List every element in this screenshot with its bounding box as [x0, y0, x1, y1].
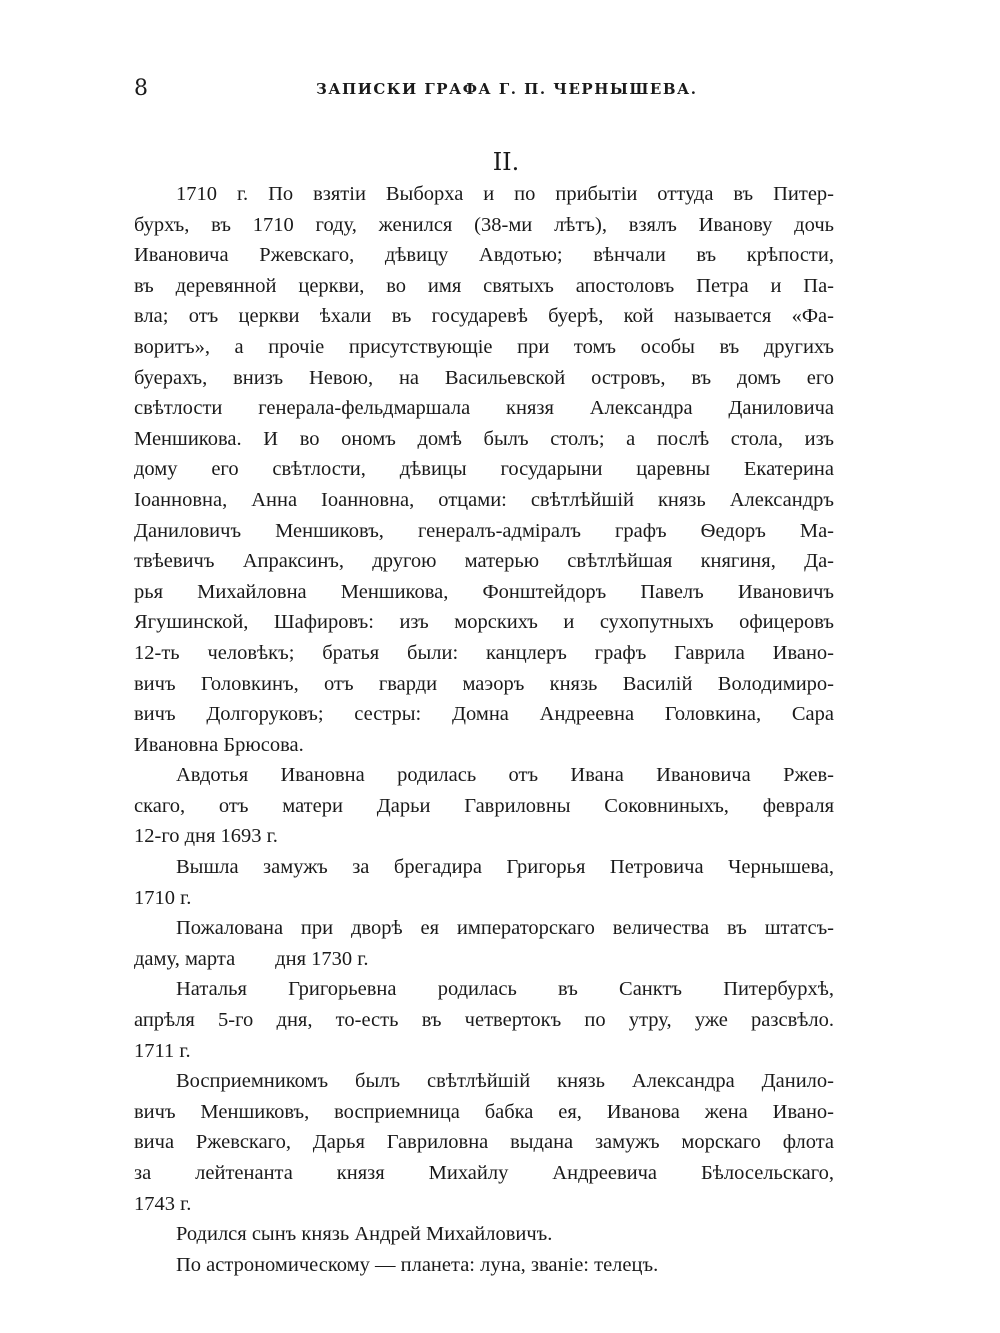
text-line: 12-го дня 1693 г.	[134, 825, 278, 848]
text-line: дому его свѣтлости, дѣвицы государыни царевны Екатерина	[134, 458, 834, 481]
text-line: скаго, отъ матери Дарьи Гавриловны Соковниныхъ, февраля	[134, 794, 834, 817]
text-line: вичъ Головкинъ, отъ гварди маэоръ князь Василій Володимиро-	[134, 672, 834, 695]
text-line: вичъ Меншиковъ, восприемница бабка ея, Иванова жена Ивано-	[134, 1100, 834, 1123]
text-line: за лейтенанта князя Михайлу Андреевича Бѣлосельскаго,	[134, 1162, 834, 1184]
text-line: Меншикова. И во ономъ домѣ былъ столъ; а послѣ стола, изъ	[134, 427, 834, 450]
running-title: ЗАПИСКИ ГРАФА Г. П. ЧЕРНЫШЕВА.	[316, 80, 698, 98]
text-line: Даниловичъ Меншиковъ, генералъ-адміралъ графъ Ѳедоръ Ма-	[134, 519, 834, 542]
text-line: 1711 г.	[134, 1039, 191, 1062]
text-line: Вышла замужъ за брегадира Григорья Петровича Чернышева,	[176, 856, 834, 879]
text-line: вла; отъ церкви ѣхали въ государевѣ буерѣ, кой называется «Фа-	[134, 305, 834, 328]
text-line: Іоанновна, Анна Іоанновна, отцами: свѣтлѣйшій князь Александръ	[134, 488, 834, 511]
text-line: 1743 г.	[134, 1192, 192, 1215]
text-line: свѣтлости генерала-фельдмаршала князя Александра Даниловича	[134, 397, 834, 420]
text-fragment: даму, марта	[134, 947, 236, 970]
text-line: бурхъ, въ 1710 году, женился (38-ми лѣтъ), взялъ Иванову дочь	[134, 213, 834, 236]
page-number: 8	[134, 76, 148, 101]
text-line: Восприемникомъ былъ свѣтлѣйшій князь Александра Данило-	[176, 1070, 834, 1093]
text-line: буерахъ, внизъ Невою, на Васильевской островъ, въ домъ его	[134, 366, 834, 389]
text-line: 12-ть человѣкъ; братья были: канцлеръ графъ Гаврила Ивано-	[134, 641, 834, 664]
text-line: 1710 г. По взятіи Выборха и по прибытіи оттуда въ Питер-	[176, 183, 834, 205]
text-line: По астрономическому — планета: луна, званіе: телецъ.	[176, 1253, 659, 1276]
text-line: Ивановна Брюсова.	[134, 733, 304, 756]
text-line: твѣевичъ Апраксинъ, другою матерью свѣтлѣйшая княгиня, Да-	[134, 550, 834, 573]
text-line: Авдотья Ивановна родилась отъ Ивана Ивановича Ржев-	[176, 764, 834, 787]
section-heading: II.	[492, 148, 520, 176]
text-line: Ивановича Ржевскаго, дѣвицу Авдотью; вѣнчали въ крѣпости,	[134, 244, 834, 267]
text-fragment: дня 1730 г.	[275, 947, 369, 970]
text-line	[134, 944, 834, 975]
text-line: вича Ржевскаго, Дарья Гавриловна выдана замужъ морскаго флота	[134, 1131, 834, 1154]
text-line: Ягушинской, Шафировъ: изъ морскихъ и сухопутныхъ офицеровъ	[134, 611, 834, 634]
text-line: 1710 г.	[134, 886, 192, 909]
text-line: вичъ Долгоруковъ; сестры: Домна Андреевна Головкина, Сара	[134, 703, 834, 726]
text-line: апрѣля 5-го дня, то-есть въ четвертокъ по утру, уже разсвѣло.	[134, 1009, 834, 1032]
page-header	[134, 76, 834, 106]
text-line: Наталья Григорьевна родилась въ Санктъ Питербурхѣ,	[176, 978, 834, 1001]
text-line: Пожалована при дворѣ ея императорскаго величества въ штатсъ-	[176, 917, 834, 940]
text-line: въ деревянной церкви, во имя святыхъ апостоловъ Петра и Па-	[134, 274, 834, 297]
text-line: воритъ», а прочіе присутствующіе при томъ особы въ другихъ	[134, 335, 834, 358]
text-line: рья Михайловна Меншикова, Фонштейдоръ Павелъ Ивановичъ	[134, 580, 834, 603]
body-text	[134, 179, 834, 1280]
text-line: Родился сынъ князь Андрей Михайловичъ.	[176, 1223, 553, 1246]
